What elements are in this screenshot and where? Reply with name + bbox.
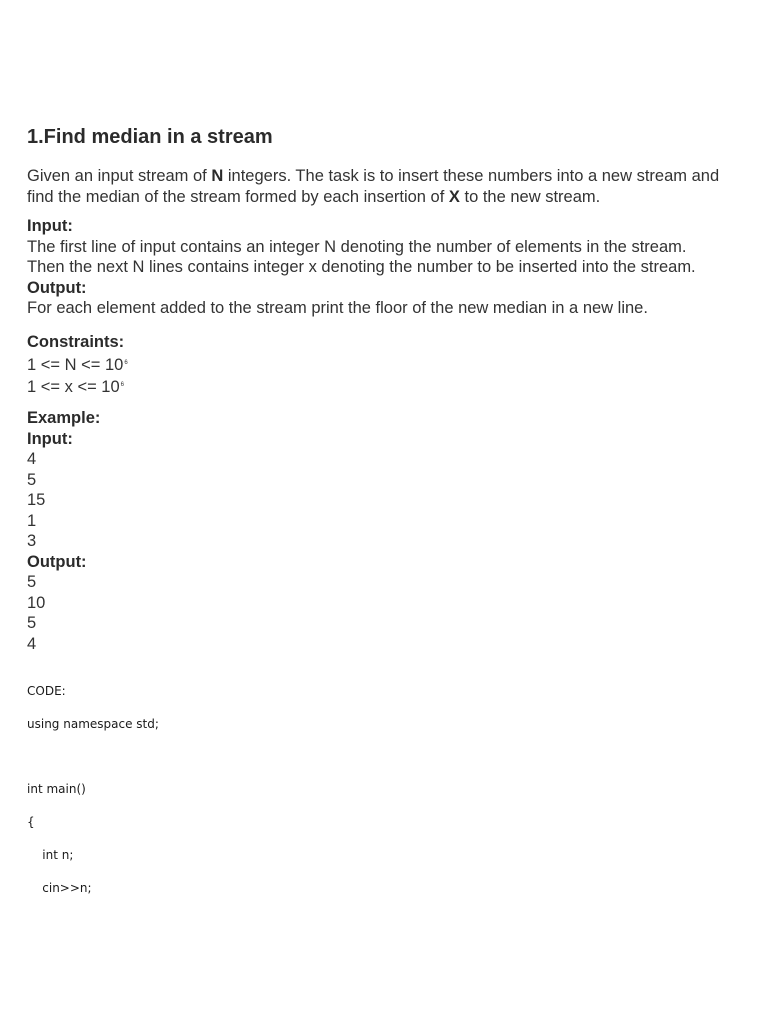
example-output-value: 10 [27, 593, 46, 612]
example-input-value: 5 [27, 470, 37, 489]
example-input-value: 4 [27, 450, 37, 468]
code-label: CODE: [27, 684, 66, 698]
code-line: int n; [27, 848, 74, 862]
code-line: cin>>n; [27, 881, 92, 895]
code-line: { [27, 815, 35, 829]
constraint-x-text: 1 <= x <= 10 [27, 378, 120, 396]
example-heading: Example: [27, 409, 101, 427]
input-desc-line-2: Then the next N lines contains integer x denoting the number to be inserted into the stream. [27, 258, 696, 276]
constraint-n-exponent: 6 [124, 359, 128, 366]
code-line: int main() [27, 782, 86, 796]
description-bold-n: N [211, 167, 224, 185]
constraints-section [27, 332, 128, 398]
input-heading: Input: [27, 217, 73, 235]
example-output-heading: Output: [27, 552, 87, 571]
code-line: using namespace std; [27, 717, 159, 731]
problem-title: 1.Find median in a stream [27, 126, 273, 148]
example-output-value: 4 [27, 634, 37, 653]
problem-description [27, 166, 719, 207]
constraint-n-text: 1 <= N <= 10 [27, 355, 124, 374]
input-desc-line-1: The first line of input contains an integer N denoting the number of elements in the stream. [27, 237, 687, 256]
constraint-n [27, 353, 128, 376]
description-text: to the new stream. [459, 187, 601, 206]
description-line-1 [27, 166, 719, 187]
example-input-value: 3 [27, 532, 37, 550]
constraint-x-exponent: 6 [120, 382, 125, 388]
description-line-2 [27, 187, 719, 208]
constraint-x [27, 375, 128, 398]
example-output-value: 5 [27, 614, 37, 632]
example-input-value: 1 [27, 511, 37, 530]
example-output-value: 5 [27, 573, 37, 591]
description-bold-x: X [448, 187, 460, 206]
example-input-value: 15 [27, 491, 46, 509]
description-text: find the median of the stream formed by each insertion of [27, 187, 449, 206]
description-text: Given an input stream of [27, 167, 212, 185]
output-heading: Output: [27, 278, 87, 297]
example-input-heading: Input: [27, 429, 73, 448]
constraints-heading: Constraints: [27, 333, 125, 351]
input-output-section [27, 216, 696, 319]
description-text: integers. The task is to insert these numbers into a new stream and [223, 167, 720, 185]
output-desc-line-1: For each element added to the stream print the floor of the new median in a new line. [27, 299, 648, 317]
example-section [27, 408, 100, 654]
